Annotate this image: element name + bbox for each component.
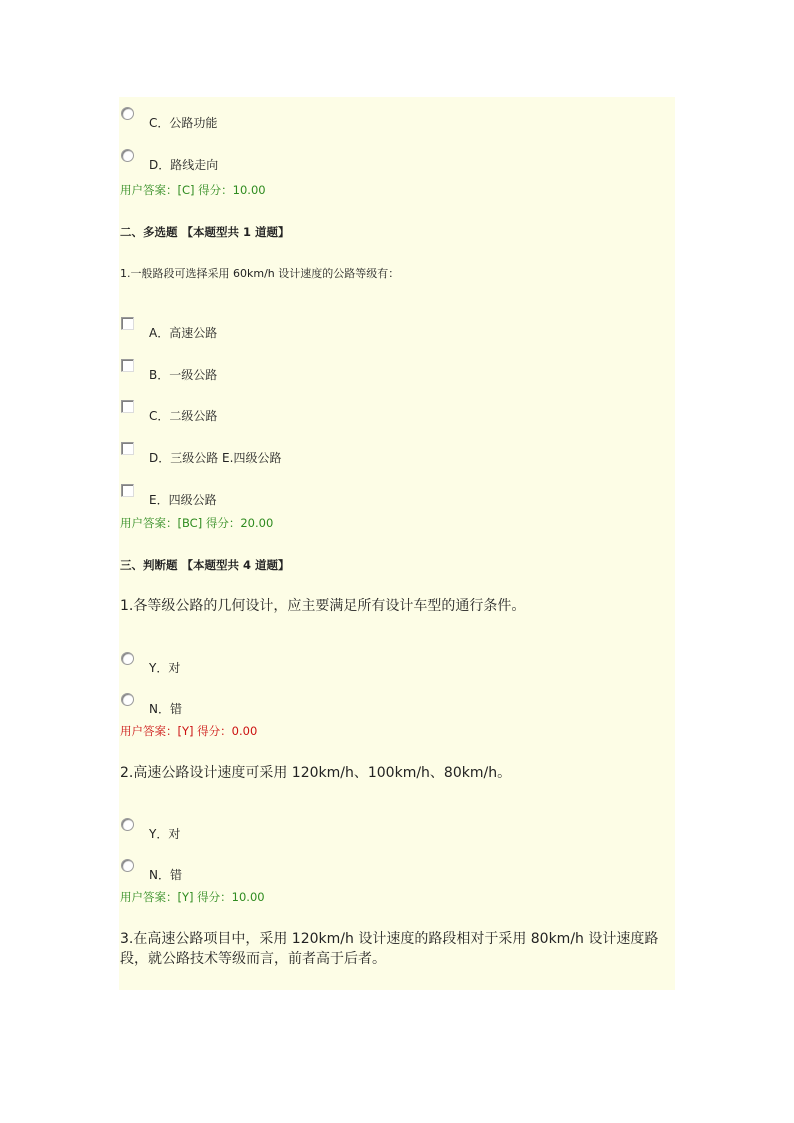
option-label: D．三级公路 E.四级公路 xyxy=(149,451,282,465)
radio-button[interactable] xyxy=(121,859,134,872)
user-answer-score: 用户答案：[Y] 得分：10.00 xyxy=(120,890,265,904)
option-label: A．高速公路 xyxy=(149,326,218,340)
option-label: E．四级公路 xyxy=(149,493,217,507)
radio-button[interactable] xyxy=(121,107,134,120)
question-text: 1.各等级公路的几何设计，应主要满足所有设计车型的通行条件。 xyxy=(120,598,526,614)
option-label: Y．对 xyxy=(149,827,181,841)
question-text: 3.在高速公路项目中，采用 120km/h 设计速度的路段相对于采用 80km/h 设计速度路段，就公路技术等级而言，前者高于后者。 xyxy=(120,931,659,967)
radio-button[interactable] xyxy=(121,693,134,706)
option-label: N．错 xyxy=(149,868,182,882)
option-label: D．路线走向 xyxy=(149,158,219,172)
user-answer-score: 用户答案：[BC] 得分：20.00 xyxy=(120,516,274,530)
checkbox[interactable] xyxy=(121,317,134,330)
option-label: B．一级公路 xyxy=(149,368,218,382)
radio-button[interactable] xyxy=(121,652,134,665)
checkbox[interactable] xyxy=(121,400,134,413)
radio-button[interactable] xyxy=(121,149,134,162)
user-answer-score: 用户答案：[Y] 得分：0.00 xyxy=(120,724,258,738)
radio-button[interactable] xyxy=(121,818,134,831)
option-label: N．错 xyxy=(149,702,182,716)
checkbox[interactable] xyxy=(121,359,134,372)
checkbox[interactable] xyxy=(121,484,134,497)
checkbox[interactable] xyxy=(121,442,134,455)
user-answer-score: 用户答案：[C] 得分：10.00 xyxy=(120,183,266,197)
question-text: 2.高速公路设计速度可采用 120km/h、100km/h、80km/h。 xyxy=(120,765,512,781)
option-label: C．公路功能 xyxy=(149,116,218,130)
section-title-multiple-choice: 二、多选题 【本题型共 1 道题】 xyxy=(120,225,290,239)
option-label: Y．对 xyxy=(149,661,181,675)
exam-results-panel xyxy=(119,97,675,990)
section-title-true-false: 三、判断题 【本题型共 4 道题】 xyxy=(120,558,290,572)
question-text: 1.一般路段可选择采用 60km/h 设计速度的公路等级有： xyxy=(120,267,400,280)
option-label: C．二级公路 xyxy=(149,409,218,423)
